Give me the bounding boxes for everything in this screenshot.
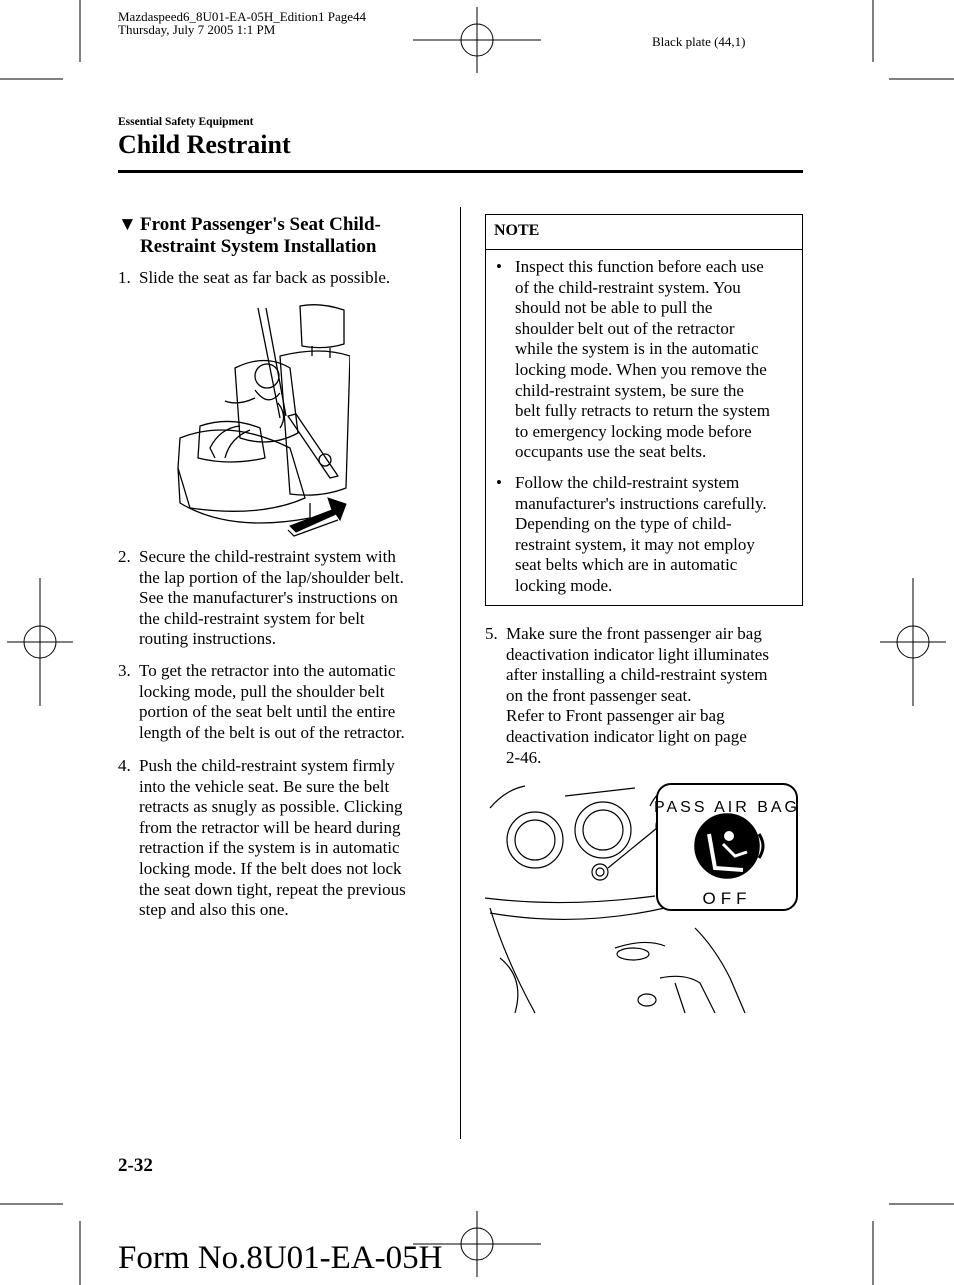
note-line: Follow the child-restraint system bbox=[515, 473, 740, 492]
note-line: seat belts which are in automatic bbox=[515, 555, 738, 575]
step-line: routing instructions. bbox=[139, 629, 276, 649]
note-header bbox=[486, 215, 802, 250]
step-line: Refer to Front passenger air bag bbox=[506, 706, 725, 726]
step-line: the lap portion of the lap/shoulder belt. bbox=[139, 567, 404, 587]
note-line: Depending on the type of child- bbox=[515, 514, 732, 534]
print-date-line: Thursday, July 7 2005 1:1 PM bbox=[118, 22, 276, 37]
title-rule bbox=[118, 170, 803, 173]
step-line: step and also this one. bbox=[139, 900, 289, 920]
step-number: 1. bbox=[118, 268, 131, 287]
note-line: locking mode. bbox=[515, 575, 613, 595]
step-line: Secure the child-restraint system with bbox=[139, 547, 396, 566]
step-number: 2. bbox=[118, 547, 131, 566]
section-heading-line1: Front Passenger's Seat Child- bbox=[140, 214, 381, 235]
step-line: the child-restraint system for belt bbox=[139, 608, 365, 628]
note-line: occupants use the seat belts. bbox=[515, 442, 707, 462]
step-number: 4. bbox=[118, 756, 131, 775]
step-line: on the front passenger seat. bbox=[506, 685, 692, 705]
heading-marker: ▼ bbox=[118, 214, 137, 235]
section-label: Essential Safety Equipment bbox=[118, 116, 254, 128]
bullet-icon: • bbox=[496, 473, 502, 492]
note-line: shoulder belt out of the retractor bbox=[515, 318, 735, 338]
child-seat-illustration bbox=[170, 298, 350, 538]
registration-target-right bbox=[880, 578, 946, 706]
step-line: retracts as snugly as possible. Clicking bbox=[139, 797, 403, 817]
note-line: while the system is in the automatic bbox=[515, 339, 759, 359]
indicator-off-label: OFF bbox=[702, 889, 752, 908]
bullet-icon: • bbox=[496, 257, 502, 276]
note-line: locking mode. When you remove the bbox=[515, 359, 767, 379]
page-title: Child Restraint bbox=[118, 130, 291, 159]
step-line: from the retractor will be heard during bbox=[139, 817, 401, 837]
note-line: restraint system, it may not employ bbox=[515, 534, 755, 554]
dashboard-indicator-illustration bbox=[485, 778, 801, 1018]
note-line: of the child-restraint system. You bbox=[515, 277, 741, 297]
step-line: 2-46. bbox=[506, 747, 542, 767]
indicator-top-label: PASS AIR BAG bbox=[654, 799, 800, 816]
note-box bbox=[485, 214, 803, 606]
section-heading-line2: Restraint System Installation bbox=[140, 236, 377, 257]
step-number: 3. bbox=[118, 661, 131, 680]
note-line: child-restraint system, be sure the bbox=[515, 380, 744, 400]
column-divider bbox=[460, 207, 461, 1139]
registration-target-left bbox=[7, 578, 73, 706]
step-line: To get the retractor into the automatic bbox=[139, 661, 396, 680]
step-line: deactivation indicator light illuminates bbox=[506, 644, 769, 664]
step-line: locking mode. If the belt does not lock bbox=[139, 858, 402, 878]
print-plate: Black plate (44,1) bbox=[652, 34, 746, 49]
step-line: portion of the seat belt until the entire bbox=[139, 702, 396, 722]
step-line: into the vehicle seat. Be sure the belt bbox=[139, 776, 390, 796]
page-number: 2-32 bbox=[118, 1155, 153, 1176]
step-line: after installing a child-restraint system bbox=[506, 665, 768, 685]
step-line: retraction if the system is in automatic bbox=[139, 838, 400, 858]
step-line: See the manufacturer's instructions on bbox=[139, 588, 398, 608]
step-line: Push the child-restraint system firmly bbox=[139, 756, 395, 775]
note-heading: NOTE bbox=[494, 222, 540, 239]
note-line: to emergency locking mode before bbox=[515, 421, 752, 441]
step-line: deactivation indicator light on page bbox=[506, 726, 747, 746]
note-line: should not be able to pull the bbox=[515, 298, 713, 318]
step-line: locking mode, pull the shoulder belt bbox=[139, 681, 385, 701]
note-line: manufacturer's instructions carefully. bbox=[515, 493, 767, 513]
step-line: the seat down tight, repeat the previous bbox=[139, 879, 406, 899]
registration-target-top bbox=[413, 7, 541, 73]
print-file-line: Mazdaspeed6_8U01-EA-05H_Edition1 Page44 bbox=[118, 9, 367, 24]
note-line: belt fully retracts to return the system bbox=[515, 401, 770, 421]
step-line: length of the belt is out of the retractor. bbox=[139, 722, 405, 742]
form-number: Form No.8U01-EA-05H bbox=[118, 1240, 443, 1276]
note-line: Inspect this function before each use bbox=[515, 257, 764, 276]
step-number: 5. bbox=[485, 624, 498, 643]
step-line: Slide the seat as far back as possible. bbox=[139, 268, 391, 287]
step-line: Make sure the front passenger air bag bbox=[506, 624, 762, 643]
